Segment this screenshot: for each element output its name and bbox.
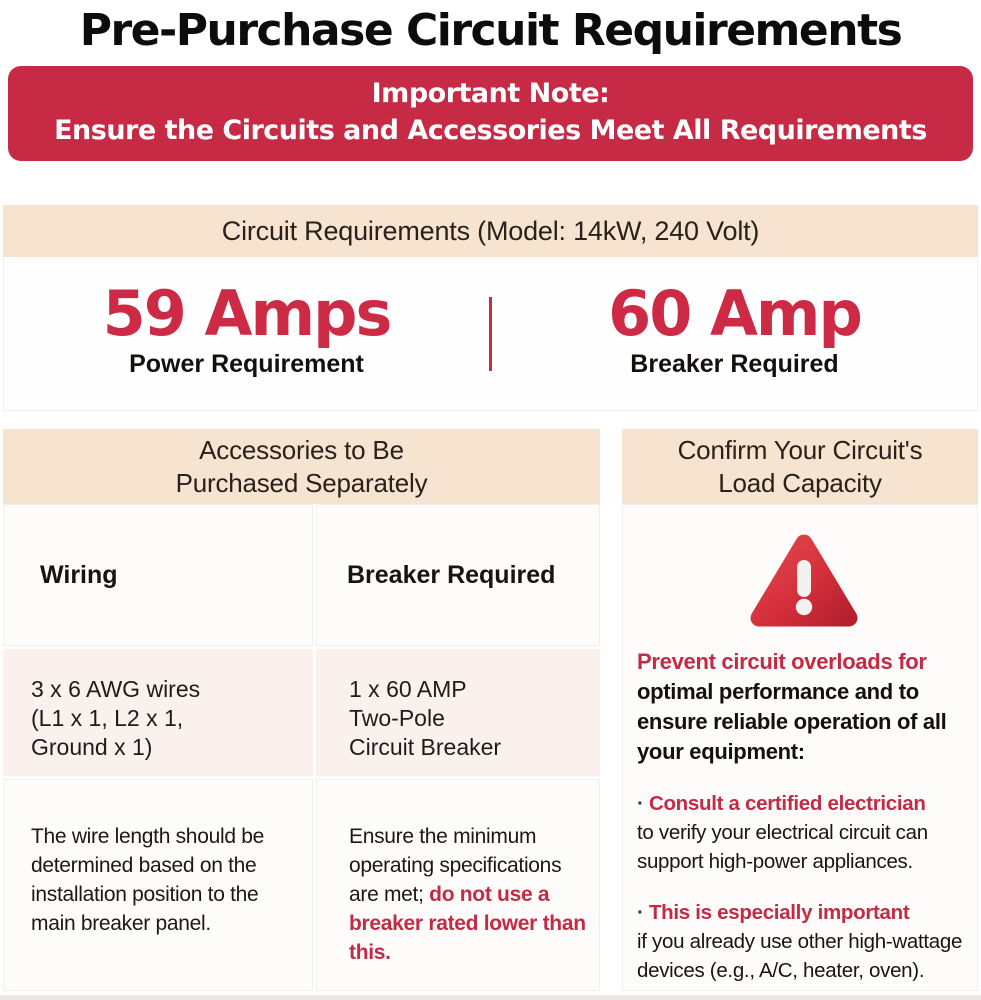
bullet-especially-important [637,898,971,985]
breaker-spec-cell [316,649,600,776]
banner-line-2: Ensure the Circuits and Accessories Meet All Requirements [54,115,927,146]
load-capacity-section [622,429,978,991]
bullet-highlight-text: Consult a certified electrician [648,792,926,815]
load-capacity-header-line-2: Load Capacity [718,467,882,498]
power-requirement-spec [4,277,489,385]
intro-highlight-text: Prevent circuit overloads for [637,649,927,674]
wiring-note-cell [3,779,313,991]
breaker-spec-line-1: 1 x 60 AMP [349,676,467,702]
breaker-column-header: Breaker Required [316,504,600,646]
breaker-required-spec [492,277,977,385]
page-title: Pre-Purchase Circuit Requirements [79,5,902,56]
circuit-requirements-header: Circuit Requirements (Model: 14kW, 240 Volt) [3,205,978,257]
wiring-note-text: The wire length should be determined based on the installation position to the main breaker panel. [31,825,264,935]
circuit-requirements-section [3,205,978,411]
accessories-table [3,504,600,991]
warning-triangle-icon [748,531,860,633]
power-requirement-label: Power Requirement [129,350,364,378]
power-requirement-value: 59 Amps [102,277,391,350]
bullet-highlight-text: This is especially important [648,901,910,924]
bullet-consult-electrician [637,789,971,876]
accessories-header [3,429,600,504]
breaker-required-value: 60 Amp [608,277,861,350]
bullet-lead [637,789,971,818]
breaker-note-plain: Ensure the minimum operating specifications are met; [349,825,562,906]
load-capacity-body [622,504,978,991]
accessories-section [3,429,600,991]
intro-rest-text: optimal performance and to ensure reliable operation of all your equipment: [637,679,947,764]
bullet-dot: · [637,901,644,924]
accessories-header-line-1: Accessories to Be [199,434,404,465]
bottom-columns [3,429,978,991]
bullet-lead [637,898,971,927]
load-capacity-header-line-1: Confirm Your Circuit's [677,434,923,465]
load-capacity-header [622,429,978,504]
breaker-spec-line-3: Circuit Breaker [349,734,502,760]
wiring-spec-line-1: 3 x 6 AWG wires [31,676,201,702]
wiring-spec-line-2: (L1 x 1, L2 x 1, [31,705,184,731]
breaker-note-warning: do not use a breaker rated lower than this. [349,883,586,964]
wiring-spec-cell [3,649,313,776]
wiring-column-header: Wiring [3,504,313,646]
bullet-dot: · [637,792,644,815]
important-note-banner [8,66,973,161]
breaker-required-label: Breaker Required [630,350,839,378]
accessories-header-line-2: Purchased Separately [175,467,428,498]
banner-line-1: Important Note: [371,78,610,109]
wiring-spec-line-3: Ground x 1) [31,734,153,760]
circuit-requirements-body [3,257,978,411]
bullet-rest-text: if you already use other high-wattage devices (e.g., A/C, heater, oven). [637,930,963,982]
load-capacity-intro [637,647,971,767]
bullet-rest-text: to verify your electrical circuit can support high-power appliances. [637,821,928,873]
bottom-edge-strip [0,995,981,1000]
breaker-spec-line-2: Two-Pole [349,705,445,731]
breaker-note-cell [316,779,600,991]
